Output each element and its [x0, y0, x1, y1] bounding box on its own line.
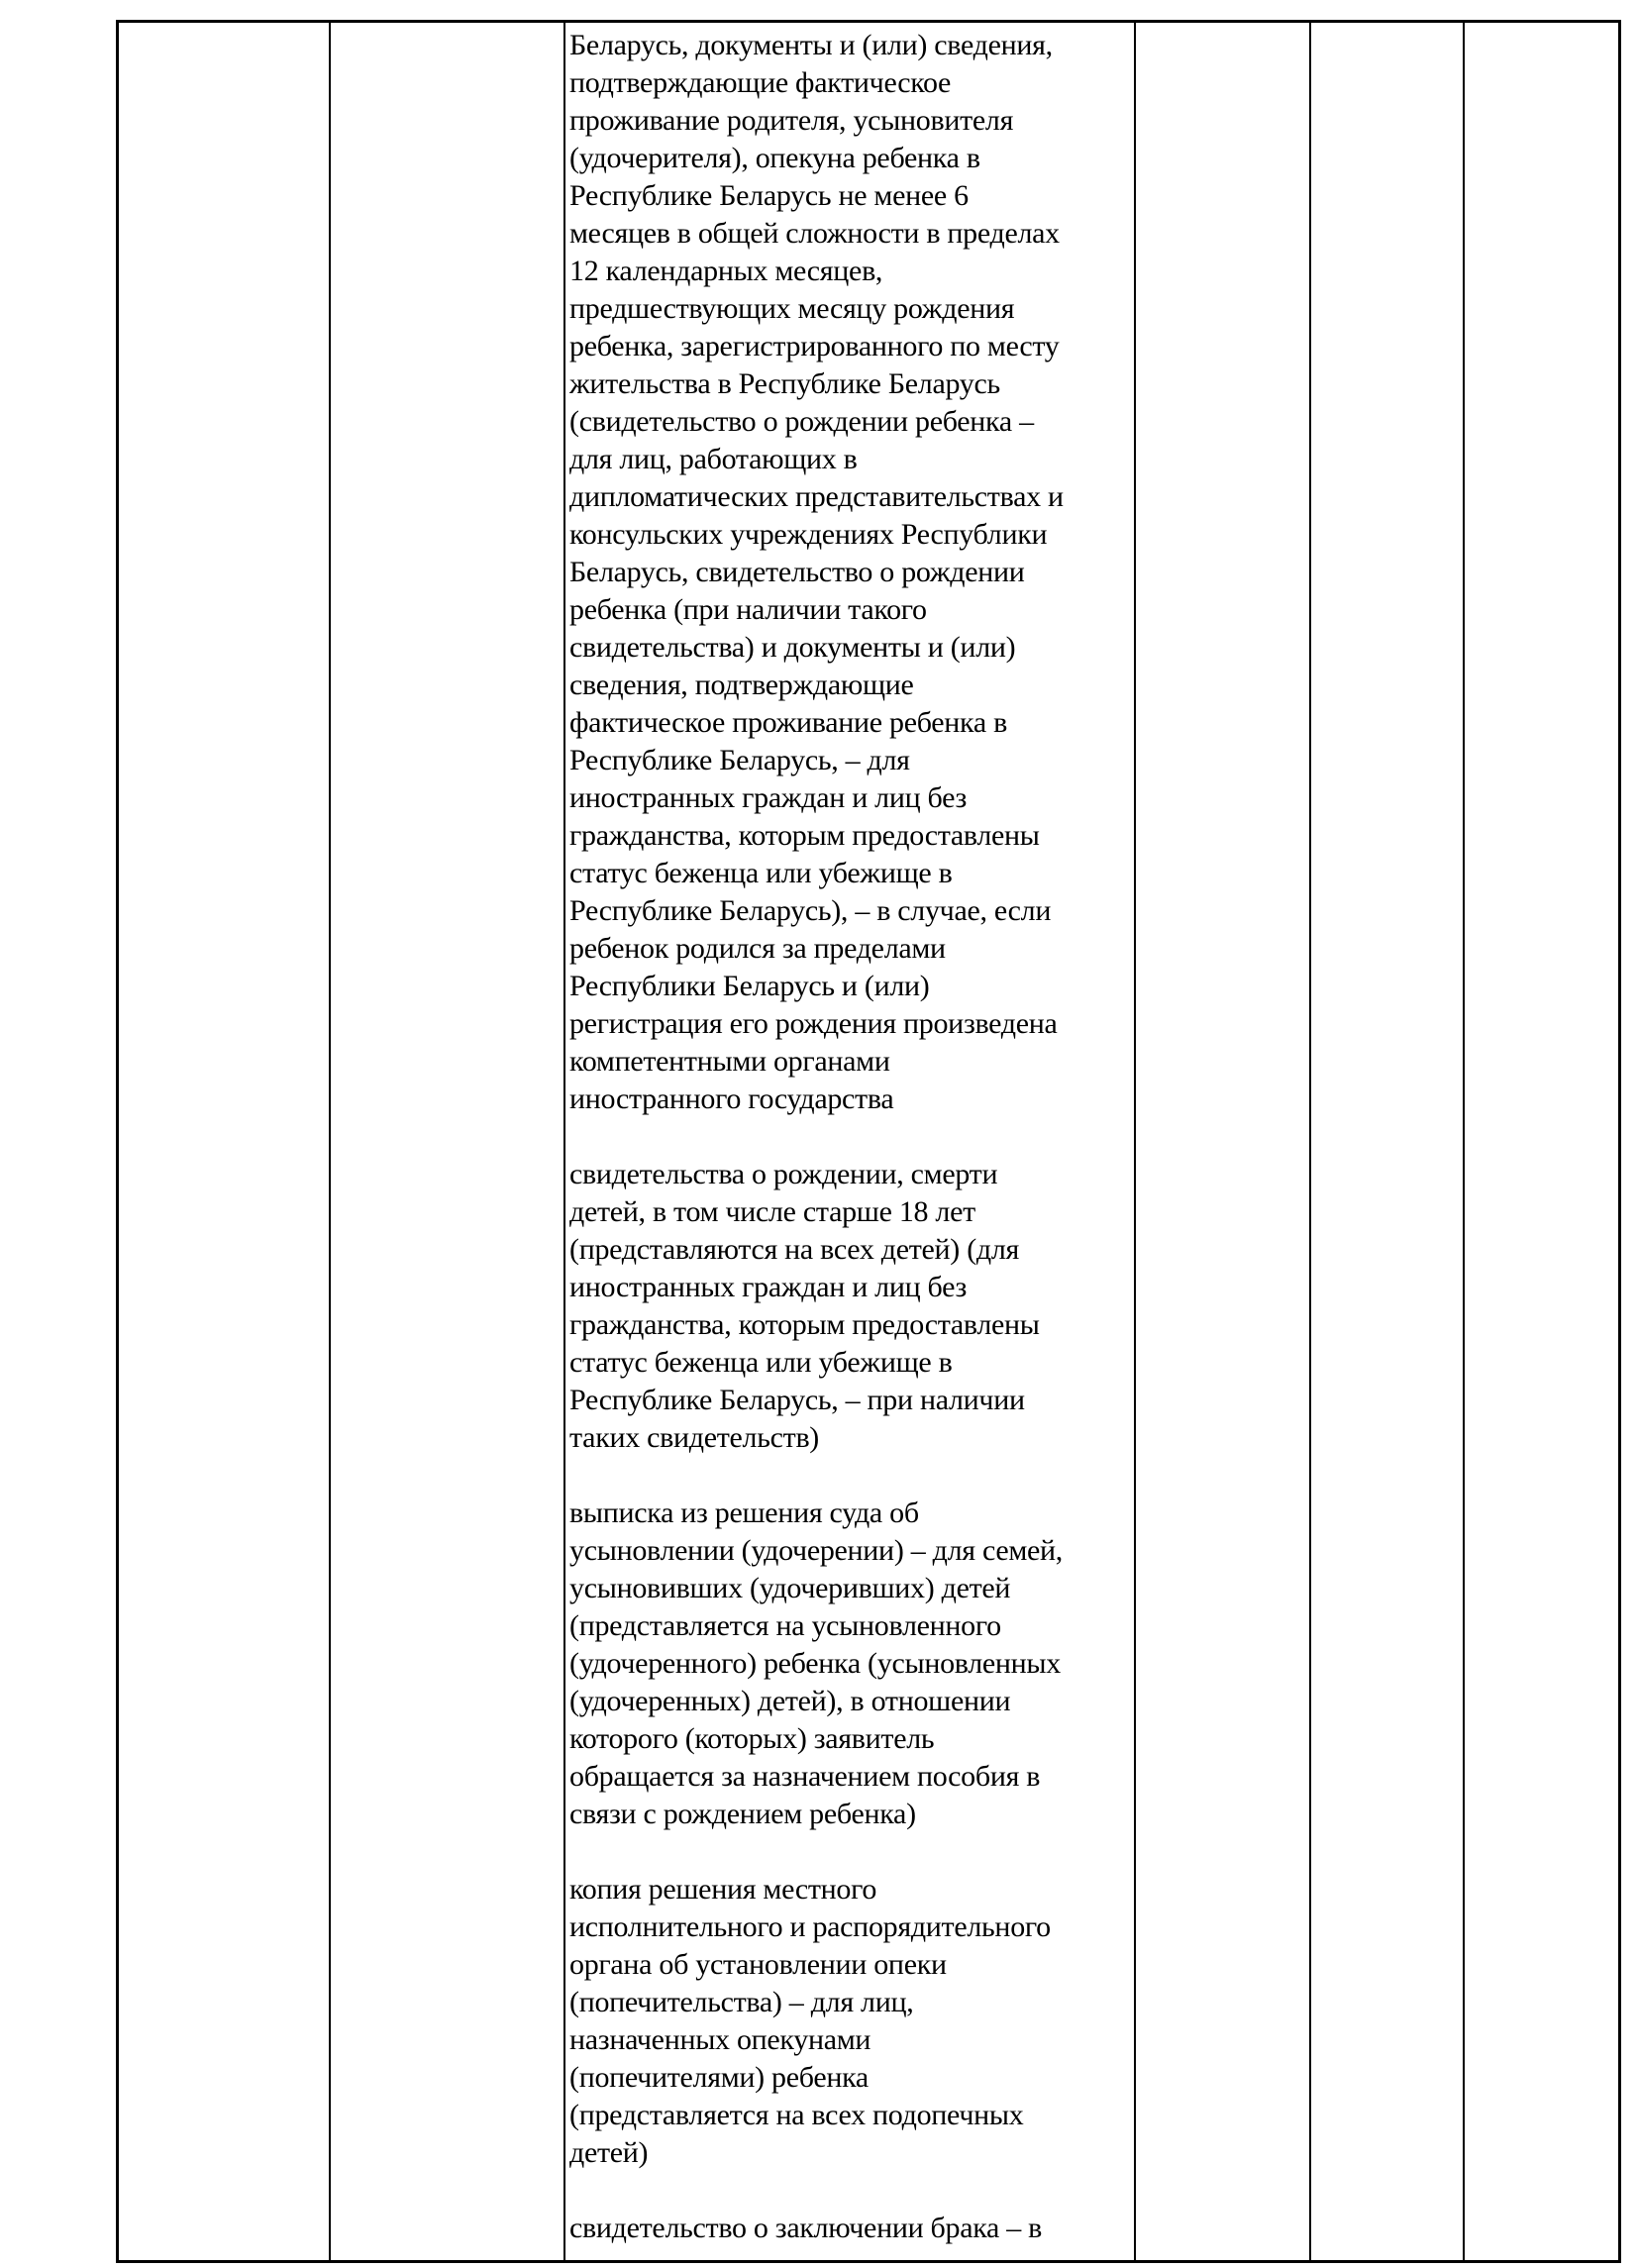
- paragraph-p1: [569, 27, 1130, 1118]
- text-line: предшествующих месяцу рождения: [569, 292, 1015, 325]
- text-line: ребенок родился за пределами: [569, 932, 946, 965]
- document-table: [116, 20, 1621, 2263]
- text-line: органа об установлении опеки: [569, 1948, 947, 1981]
- text-line: детей, в том числе старше 18 лет: [569, 1195, 975, 1228]
- paragraph-gap: [569, 1833, 1130, 1871]
- text-line: усыновлении (удочерении) – для семей,: [569, 1534, 1063, 1567]
- text-line: (свидетельство о рождении ребенка –: [569, 405, 1034, 438]
- text-line: регистрация его рождения произведена: [569, 1007, 1058, 1040]
- column-divider-3: [1134, 23, 1136, 2260]
- text-line: Республики Беларусь и (или): [569, 970, 930, 1002]
- text-line: назначенных опекунами: [569, 2023, 871, 2056]
- paragraph-gap: [569, 2172, 1130, 2210]
- text-line: гражданства, которым предоставлены: [569, 819, 1040, 852]
- text-line: обращается за назначением пособия в: [569, 1760, 1041, 1793]
- text-line: гражданства, которым предоставлены: [569, 1308, 1040, 1341]
- text-line: Республике Беларусь, – для: [569, 744, 910, 776]
- text-line: иностранных граждан и лиц без: [569, 1271, 968, 1303]
- text-line: свидетельства о рождении, смерти: [569, 1158, 998, 1190]
- text-line: статус беженца или убежище в: [569, 1346, 953, 1379]
- column-divider-5: [1463, 23, 1465, 2260]
- text-line: ребенка (при наличии такого: [569, 593, 927, 626]
- text-line: Республике Беларусь не менее 6: [569, 179, 969, 212]
- text-line: (попечительства) – для лиц,: [569, 1986, 914, 2018]
- text-line: Беларусь, свидетельство о рождении: [569, 556, 1025, 588]
- text-line: консульских учреждениях Республики: [569, 518, 1048, 551]
- text-line: фактическое проживание ребенка в: [569, 706, 1007, 739]
- text-line: сведения, подтверждающие: [569, 669, 914, 701]
- text-line: жительства в Республике Беларусь: [569, 367, 1000, 400]
- text-line: связи с рождением ребенка): [569, 1798, 916, 1830]
- text-line: (представляется на усыновленного: [569, 1609, 1001, 1642]
- column-divider-4: [1309, 23, 1311, 2260]
- text-line: исполнительного и распорядительного: [569, 1910, 1051, 1943]
- text-line: таких свидетельств): [569, 1421, 819, 1454]
- paragraph-gap: [569, 1118, 1130, 1156]
- paragraph-p4: [569, 1871, 1130, 2172]
- text-line: иностранных граждан и лиц без: [569, 781, 968, 814]
- paragraph-p2: [569, 1156, 1130, 1457]
- text-line: иностранного государства: [569, 1082, 894, 1115]
- text-line: детей): [569, 2136, 649, 2169]
- text-line: дипломатических представительствах и: [569, 480, 1064, 513]
- text-line: (удочерителя), опекуна ребенка в: [569, 142, 980, 174]
- text-line: проживание родителя, усыновителя: [569, 104, 1014, 137]
- text-line: усыновивших (удочеривших) детей: [569, 1572, 1011, 1604]
- documents-cell: [569, 27, 1130, 2247]
- text-line: Республике Беларусь, – при наличии: [569, 1384, 1025, 1416]
- text-line: ребенка, зарегистрированного по месту: [569, 330, 1060, 362]
- text-line: (удочеренного) ребенка (усыновленных: [569, 1647, 1061, 1680]
- paragraph-p5: [569, 2210, 1130, 2247]
- paragraph-gap: [569, 1457, 1130, 1495]
- paragraph-p3: [569, 1495, 1130, 1833]
- text-line: 12 календарных месяцев,: [569, 255, 883, 287]
- text-line: статус беженца или убежище в: [569, 857, 953, 889]
- text-line: подтверждающие фактическое: [569, 66, 952, 99]
- text-line: выписка из решения суда об: [569, 1496, 919, 1529]
- text-line: (удочеренных) детей), в отношении: [569, 1685, 1011, 1717]
- text-line: компетентными органами: [569, 1045, 890, 1078]
- text-line: Беларусь, документы и (или) сведения,: [569, 29, 1053, 61]
- text-line: свидетельства) и документы и (или): [569, 631, 1016, 664]
- text-line: для лиц, работающих в: [569, 443, 858, 475]
- column-divider-2: [563, 23, 565, 2260]
- text-line: копия решения местного: [569, 1873, 877, 1906]
- text-line: месяцев в общей сложности в пределах: [569, 217, 1060, 250]
- text-line: (представляется на всех подопечных: [569, 2099, 1024, 2131]
- column-divider-1: [329, 23, 331, 2260]
- text-line: свидетельство о заключении брака – в: [569, 2212, 1043, 2244]
- text-line: (попечителями) ребенка: [569, 2061, 869, 2094]
- text-line: которого (которых) заявитель: [569, 1722, 935, 1755]
- text-line: Республике Беларусь), – в случае, если: [569, 894, 1052, 927]
- text-line: (представляются на всех детей) (для: [569, 1233, 1020, 1266]
